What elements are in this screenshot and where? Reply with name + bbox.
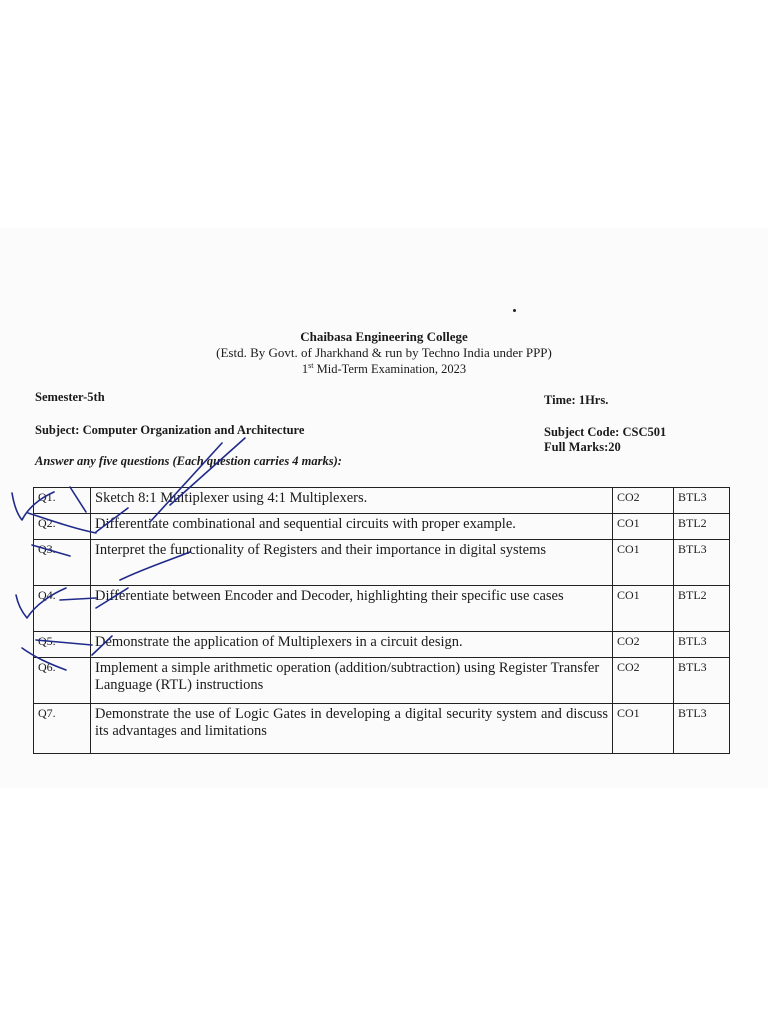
bloom-level: BTL2 — [674, 586, 730, 632]
course-outcome: CO2 — [613, 488, 674, 514]
question-text: Differentiate combinational and sequential circuits with proper example. — [91, 514, 613, 540]
course-outcome: CO1 — [613, 540, 674, 586]
bloom-level: BTL3 — [674, 540, 730, 586]
question-table — [33, 487, 730, 754]
exam-name: Mid-Term Examination, 2023 — [313, 362, 467, 377]
exam-title — [0, 361, 768, 377]
table-row — [34, 704, 730, 754]
semester-label: Semester-5th — [35, 390, 105, 404]
bloom-level: BTL2 — [674, 514, 730, 540]
course-outcome: CO1 — [613, 586, 674, 632]
question-number: Q3. — [34, 540, 91, 586]
question-text: Demonstrate the application of Multiplexers in a circuit design. — [91, 632, 613, 658]
table-row — [34, 488, 730, 514]
question-text: Sketch 8:1 Multiplexer using 4:1 Multiplexers. — [91, 488, 613, 514]
question-text: Differentiate between Encoder and Decoder, highlighting their specific use cases — [91, 586, 613, 632]
question-text: Demonstrate the use of Logic Gates in developing a digital security system and discuss its advantages and limitations — [91, 704, 613, 754]
subject-label: Subject: Computer Organization and Architecture — [35, 423, 305, 437]
college-name: Chaibasa Engineering College — [300, 329, 468, 344]
table-row — [34, 658, 730, 704]
table-row — [34, 632, 730, 658]
table-row — [34, 514, 730, 540]
course-outcome: CO1 — [613, 514, 674, 540]
question-number: Q5. — [34, 632, 91, 658]
question-number: Q6. — [34, 658, 91, 704]
bloom-level: BTL3 — [674, 704, 730, 754]
scan-speck — [513, 309, 516, 312]
exam-ordinal: 1 — [301, 362, 309, 377]
instruction-text: Answer any five questions (Each question carries 4 marks): — [35, 454, 342, 468]
exam-ordinal-suffix: st — [308, 361, 314, 370]
establishment-line: (Estd. By Govt. of Jharkhand & run by Techno India under PPP) — [216, 345, 552, 360]
table-row — [34, 540, 730, 586]
question-number: Q7. — [34, 704, 91, 754]
course-outcome: CO1 — [613, 704, 674, 754]
bloom-level: BTL3 — [674, 658, 730, 704]
question-number: Q2. — [34, 514, 91, 540]
course-outcome: CO2 — [613, 658, 674, 704]
bloom-level: BTL3 — [674, 632, 730, 658]
table-row — [34, 586, 730, 632]
question-text: Implement a simple arithmetic operation (addition/subtraction) using Register Transfer Language (RTL) instructions — [91, 658, 613, 704]
question-number: Q1. — [34, 488, 91, 514]
time-label: Time: 1Hrs. — [544, 393, 609, 407]
full-marks-label: Full Marks:20 — [544, 440, 621, 454]
course-outcome: CO2 — [613, 632, 674, 658]
bloom-level: BTL3 — [674, 488, 730, 514]
subject-code-label: Subject Code: CSC501 — [544, 425, 667, 439]
question-number: Q4. — [34, 586, 91, 632]
question-text: Interpret the functionality of Registers and their importance in digital systems — [91, 540, 613, 586]
